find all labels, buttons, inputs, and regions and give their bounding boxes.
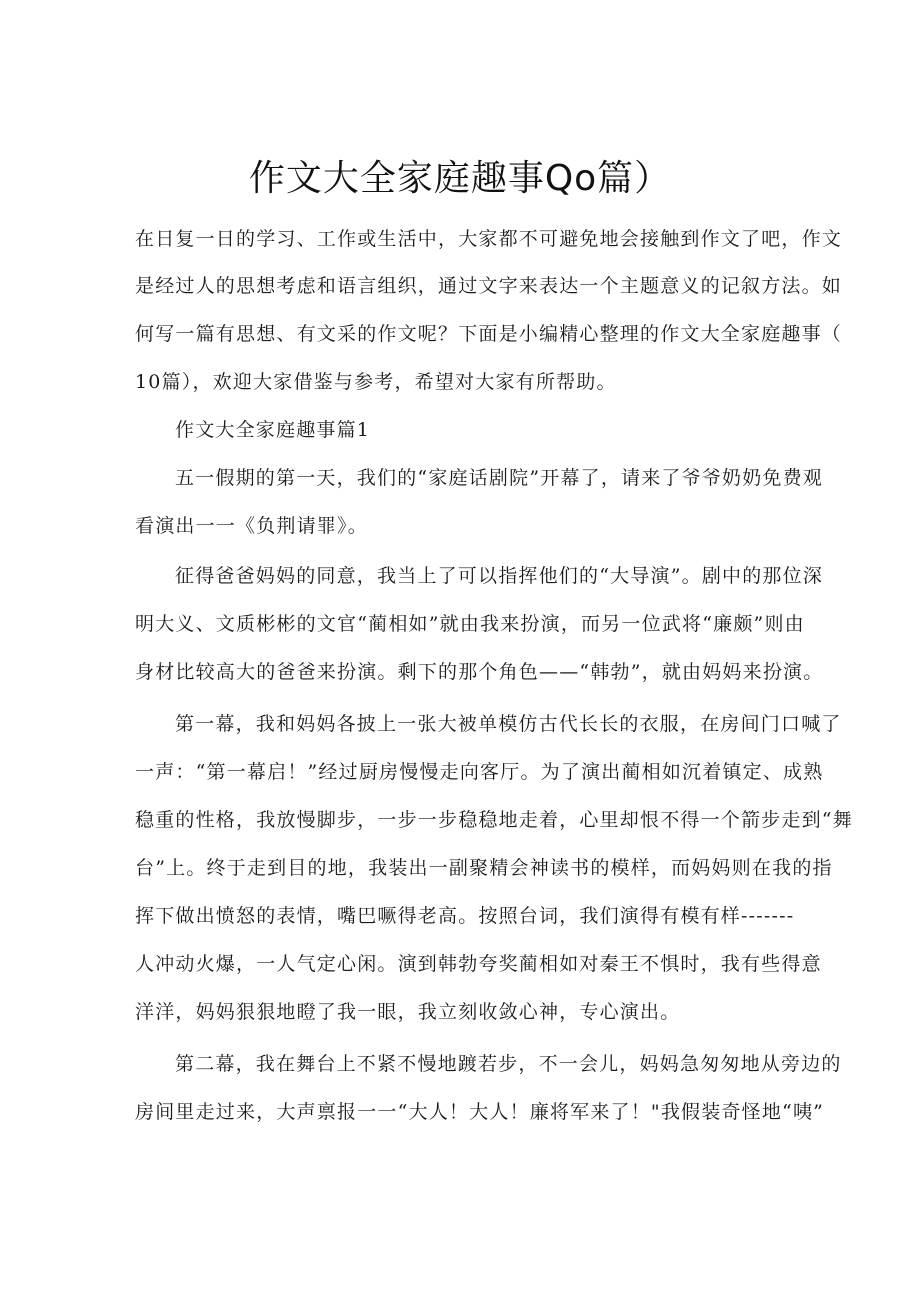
paragraph-3-line-5: 挥下做出愤怒的表情，嘴巴噘得老高。按照台词，我们演得有模有样-------	[135, 905, 795, 927]
paragraph-3-line-3: 稳重的性格，我放慢脚步，一步一步稳稳地走着，心里却恨不得一个箭步走到“舞	[135, 809, 853, 831]
paragraph-1-line-1: 五一假期的第一天，我们的“家庭话剧院”开幕了，请来了爷爷奶奶免费观	[175, 467, 824, 489]
paragraph-4-line-2: 房间里走过来，大声禀报一一“大人！大人！廉将军来了！"我假装奇怪地“咦”	[135, 1101, 825, 1123]
intro-line-3: 何写一篇有思想、有文采的作文呢？下面是小编精心整理的作文大全家庭趣事（	[135, 323, 843, 345]
paragraph-3-line-2: 一声：“第一幕启！”经过厨房慢慢走向客厅。为了演出蔺相如沉着镇定、成熟	[135, 761, 824, 783]
paragraph-3-line-7: 洋洋，妈妈狠狠地瞪了我一眼，我立刻收敛心神，专心演出。	[135, 1001, 681, 1023]
paragraph-4-line-1: 第二幕，我在舞台上不紧不慢地踱若步，不一会儿，妈妈急匆匆地从旁边的	[175, 1053, 842, 1075]
paragraph-2-line-3: 身材比较高大的爸爸来扮演。剩下的那个角色——“韩勃”，就由妈妈来扮演。	[135, 661, 824, 683]
section-heading: 作文大全家庭趣事篇1	[175, 419, 371, 441]
paragraph-3-line-1: 第一幕，我和妈妈各披上一张大被单模仿古代长长的衣服，在房间门口喊了	[175, 713, 842, 735]
intro-line-2: 是经过人的思想考虑和语言组织，通过文字来表达一个主题意义的记叙方法。如	[135, 275, 843, 297]
paragraph-3-line-4: 台”上。终于走到目的地，我装出一副聚精会神读书的模样，而妈妈则在我的指	[135, 857, 833, 879]
paragraph-2-line-1: 征得爸爸妈妈的同意，我当上了可以指挥他们的“大导演”。剧中的那位深	[175, 565, 824, 587]
intro-line-1: 在日复一日的学习、工作或生活中，大家都不可避免地会接触到作文了吧，作文	[135, 228, 843, 250]
intro-line-4: 10篇），欢迎大家借鉴与参考，希望对大家有所帮助。	[135, 371, 617, 393]
paragraph-2-line-2: 明大义、文质彬彬的文官“蔺相如”就由我来扮演，而另一位武将“廉颇”则由	[135, 613, 805, 635]
document-title: 作文大全家庭趣事Qo篇）	[248, 158, 672, 199]
paragraph-1-line-2: 看演出一一《负荆请罪》。	[135, 515, 368, 537]
paragraph-3-line-6: 人冲动火爆，一人气定心闲。演到韩勃夸奖蔺相如对秦王不惧时，我有些得意	[135, 953, 822, 975]
